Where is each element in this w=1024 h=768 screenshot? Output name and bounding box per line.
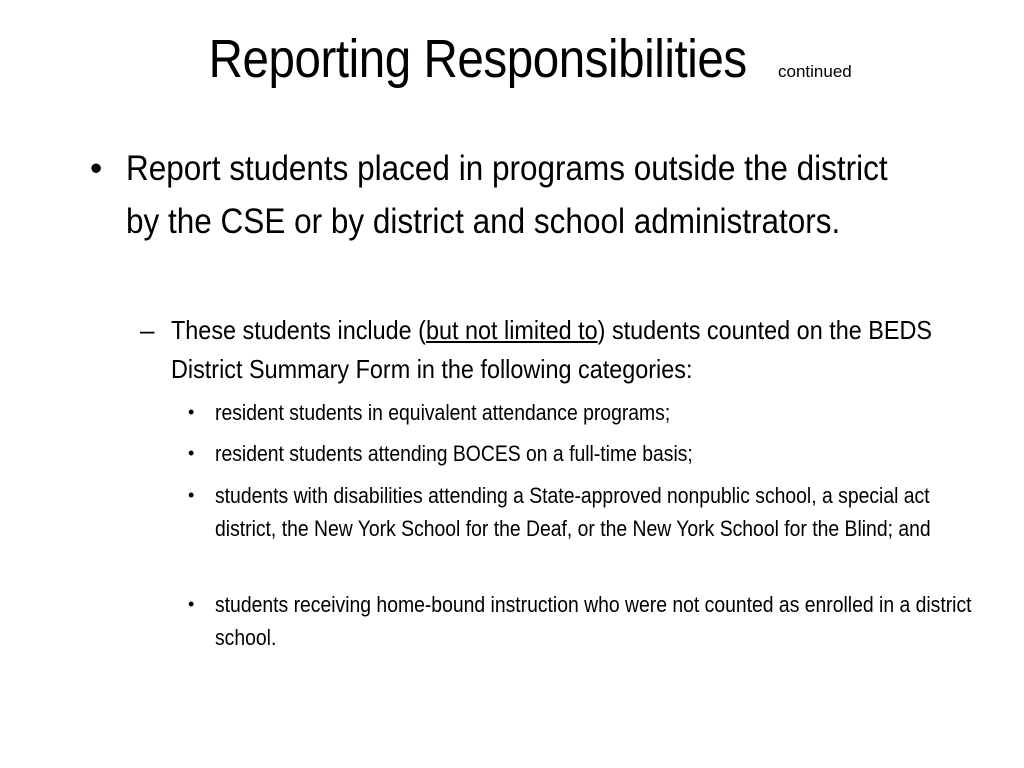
- category-item: resident students attending BOCES on a full-time basis;: [215, 441, 693, 466]
- bullet-level-3: [188, 396, 1018, 429]
- slide-title: [0, 29, 1024, 89]
- category-item: students with disabilities attending a State-approved nonpublic school, a special act district, the New York School for the Deaf, or the New York School for the Blind; and: [215, 483, 931, 541]
- bullet-level-2: [140, 311, 980, 389]
- category-item: resident students in equivalent attendance programs;: [215, 400, 671, 425]
- title-suffix: continued: [778, 62, 852, 81]
- dash-icon: –: [140, 315, 155, 345]
- sub-bullet-underlined: but not limited to: [425, 315, 598, 345]
- bullet-level-3: [188, 479, 1018, 545]
- bullet-text: Report students placed in programs outside the district by the CSE or by district and school administrators.: [126, 149, 888, 241]
- bullet-dot-icon: •: [188, 402, 195, 422]
- bullet-level-3: [188, 588, 1018, 654]
- bullet-dot-icon: •: [188, 485, 195, 505]
- bullet-dot-icon: •: [188, 443, 195, 463]
- bullet-level-3: [188, 437, 1018, 470]
- bullet-dot-icon: •: [90, 149, 103, 188]
- sub-bullet-text-after: ) students counted on the BEDS District Summary Form in the following categories:: [171, 315, 932, 384]
- bullet-dot-icon: •: [188, 594, 195, 614]
- sub-bullet-text-before: These students include (: [171, 315, 426, 345]
- sub-bullet-text: [171, 311, 963, 389]
- category-item: students receiving home-bound instruction who were not counted as enrolled in a district school.: [215, 592, 972, 650]
- bullet-level-1: [90, 142, 910, 248]
- title-text: Reporting Responsibilities: [208, 29, 747, 89]
